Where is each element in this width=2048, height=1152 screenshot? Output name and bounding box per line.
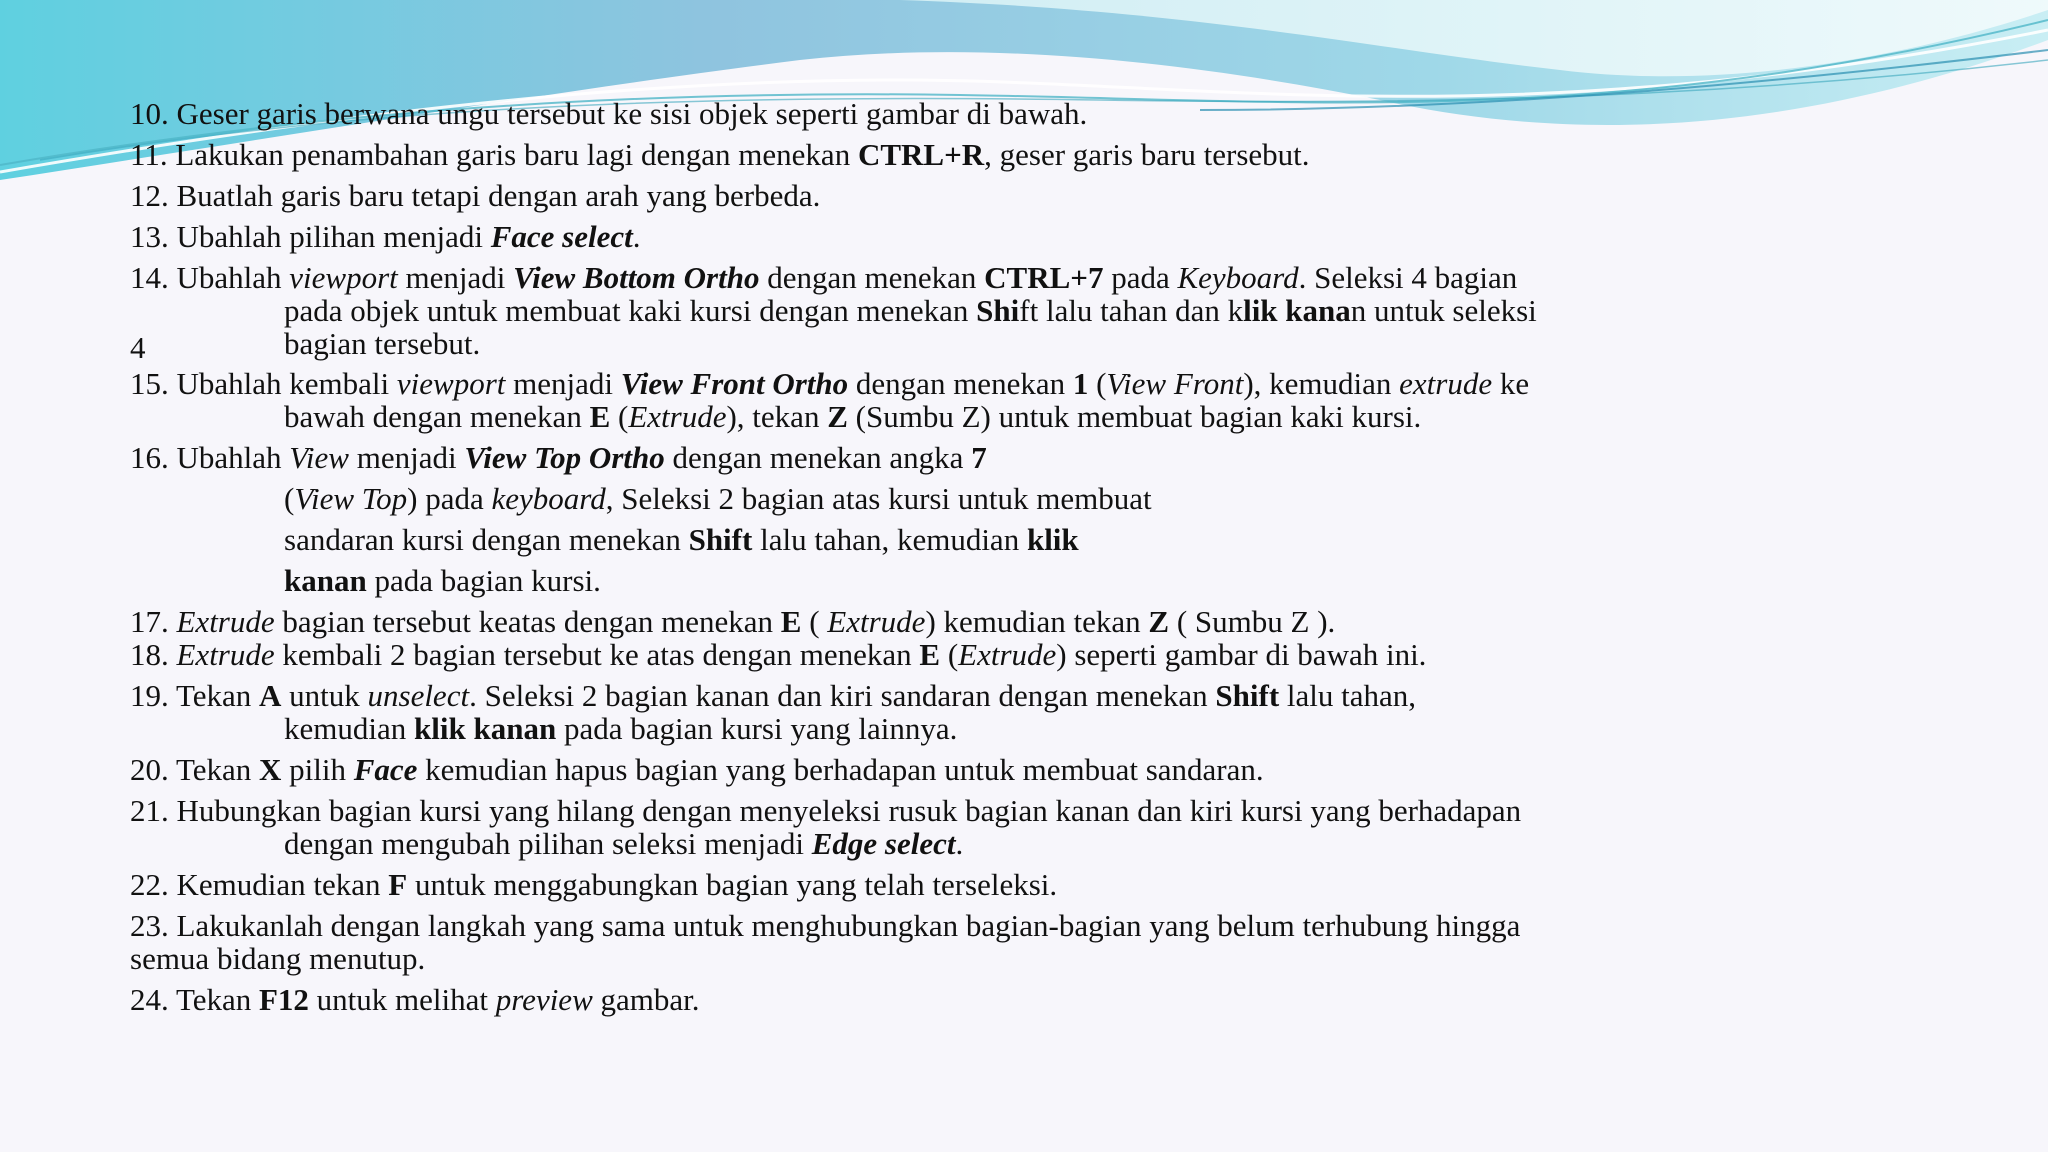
step-line	[130, 220, 641, 254]
text-run: Extrude	[176, 604, 275, 639]
text-run: semua bidang menutup.	[130, 941, 426, 976]
text-run: View Front Ortho	[620, 366, 849, 401]
text-run: keyboard	[491, 481, 606, 516]
step-line	[130, 605, 1335, 639]
step-line	[284, 327, 480, 361]
text-run: dengan mengubah pilihan seleksi menjadi	[284, 826, 812, 861]
step-line	[284, 564, 601, 598]
text-run: (	[284, 481, 295, 516]
step-line	[284, 523, 1079, 557]
text-run: , geser garis baru tersebut.	[984, 137, 1310, 172]
text-run: sandaran kursi dengan menekan	[284, 522, 689, 557]
text-run: bagian tersebut keatas dengan menekan	[274, 604, 781, 639]
text-run: (	[940, 637, 959, 672]
text-run: Z	[1148, 604, 1170, 639]
text-run: 7	[971, 440, 987, 475]
text-run: CTRL+7	[984, 260, 1104, 295]
text-run: ) seperti gambar di bawah ini.	[1056, 637, 1427, 672]
text-run: , Seleksi 2 bagian atas kursi untuk membuat	[605, 481, 1152, 516]
text-run: untuk	[281, 678, 368, 713]
text-run: extrude	[1399, 366, 1493, 401]
text-run: E	[780, 604, 802, 639]
text-run: A	[258, 678, 282, 713]
text-run: ( Sumbu Z ).	[1169, 604, 1336, 639]
text-run: pada	[1103, 260, 1178, 295]
text-run: Edge select	[811, 826, 956, 861]
text-run: Extrude	[827, 604, 926, 639]
text-run: pada objek untuk membuat kaki kursi dengan menekan	[284, 293, 977, 328]
text-run: pilih	[281, 752, 354, 787]
text-run: 21. Hubungkan bagian kursi yang hilang dengan menyeleksi rusuk bagian kanan dan kiri kursi yang berhadapan	[130, 793, 1522, 828]
step-line	[130, 983, 700, 1017]
text-run: lalu tahan,	[1279, 678, 1417, 713]
text-run: Face	[353, 752, 418, 787]
step-line	[284, 827, 963, 861]
text-run: 19. Tekan	[130, 678, 259, 713]
text-run: dengan menekan	[848, 366, 1073, 401]
step-line	[284, 400, 1421, 434]
text-run: .	[632, 219, 641, 254]
text-run: menjadi	[348, 440, 465, 475]
text-run: 22. Kemudian tekan	[130, 867, 389, 902]
page-number: 4	[130, 330, 146, 365]
text-run: kanan	[284, 563, 367, 598]
step-line	[130, 138, 1310, 172]
text-run: View Front	[1106, 366, 1244, 401]
step-line	[284, 294, 1537, 328]
text-run: Shift	[688, 522, 753, 557]
step-line	[130, 638, 1426, 672]
text-run: Shift	[1215, 678, 1280, 713]
text-run: 18.	[130, 637, 177, 672]
text-run: 16. Ubahlah	[130, 440, 290, 475]
step-line	[130, 441, 987, 475]
text-run: 23. Lakukanlah dengan langkah yang sama untuk menghubungkan bagian-bagian yang belum terhubung hingga	[130, 908, 1521, 943]
text-run: CTRL+R	[857, 137, 985, 172]
text-run: pada bagian kursi yang lainnya.	[556, 711, 958, 746]
step-line	[130, 179, 820, 213]
text-run: 17.	[130, 604, 177, 639]
text-run: kemudian hapus bagian yang berhadapan untuk membuat sandaran.	[417, 752, 1264, 787]
text-run: dengan menekan	[759, 260, 985, 295]
text-run: ke	[1492, 366, 1530, 401]
text-run: (	[610, 399, 629, 434]
text-run: dengan menekan angka	[664, 440, 972, 475]
text-run: (	[801, 604, 828, 639]
text-run: viewport	[289, 260, 398, 295]
text-run: F12	[258, 982, 309, 1017]
text-run: untuk melihat	[308, 982, 496, 1017]
text-run: kemudian	[284, 711, 414, 746]
text-run: Extrude	[176, 637, 275, 672]
text-run: Shi	[976, 293, 1020, 328]
text-run: ) kemudian tekan	[925, 604, 1149, 639]
text-run: ft lalu tahan dan k	[1019, 293, 1244, 328]
text-run: lalu tahan, kemudian	[752, 522, 1027, 557]
text-run: .	[955, 826, 964, 861]
text-run: viewport	[396, 366, 506, 401]
text-run: View Top	[294, 481, 408, 516]
text-run: 1	[1072, 366, 1089, 401]
text-run: bagian tersebut.	[284, 326, 481, 361]
text-run: 13. Ubahlah pilihan menjadi	[130, 219, 491, 254]
step-line	[130, 909, 1520, 943]
text-run: n untuk seleksi	[1350, 293, 1537, 328]
step-line	[130, 868, 1057, 902]
text-run: menjadi	[397, 260, 514, 295]
step-line	[130, 942, 425, 976]
text-run: E	[919, 637, 941, 672]
text-run: ) pada	[407, 481, 492, 516]
text-run: kembali 2 bagian tersebut ke atas dengan menekan	[274, 637, 920, 672]
text-run: bawah dengan menekan	[284, 399, 590, 434]
text-run: Extrude	[958, 637, 1057, 672]
text-run: Face select	[490, 219, 633, 254]
step-line	[284, 482, 1152, 516]
text-run: Keyboard	[1177, 260, 1299, 295]
text-run: 20. Tekan	[130, 752, 259, 787]
text-run: 15. Ubahlah kembali	[130, 366, 397, 401]
step-line	[130, 367, 1529, 401]
text-run: 14. Ubahlah	[130, 260, 290, 295]
text-run: 10. Geser garis berwana ungu tersebut ke sisi objek seperti gambar di bawah.	[130, 96, 1088, 131]
text-run: View Bottom Ortho	[513, 260, 760, 295]
text-run: . Seleksi 2 bagian kanan dan kiri sandaran dengan menekan	[469, 678, 1216, 713]
text-run: 12. Buatlah garis baru tetapi dengan arah yang berbeda.	[130, 178, 821, 213]
step-line	[130, 97, 1087, 131]
text-run: unselect	[367, 678, 470, 713]
step-line	[284, 712, 957, 746]
step-line	[130, 679, 1416, 713]
text-run: lik kana	[1243, 293, 1351, 328]
step-line	[130, 261, 1517, 295]
text-run: pada bagian kursi.	[366, 563, 601, 598]
text-run: 24. Tekan	[130, 982, 259, 1017]
text-run: View	[289, 440, 349, 475]
text-run: ), kemudian	[1243, 366, 1400, 401]
text-run: View Top Ortho	[464, 440, 665, 475]
text-run: gambar.	[592, 982, 700, 1017]
text-run: X	[258, 752, 282, 787]
text-run: menjadi	[505, 366, 621, 401]
text-run: klik	[1026, 522, 1079, 557]
text-run: Z	[827, 399, 848, 434]
step-line	[130, 753, 1264, 787]
text-run: Extrude	[628, 399, 727, 434]
text-run: ), tekan	[726, 399, 828, 434]
step-line	[130, 794, 1521, 828]
text-run: E	[589, 399, 611, 434]
text-run: (Sumbu Z) untuk membuat bagian kaki kursi.	[847, 399, 1422, 434]
text-run: klik kanan	[414, 711, 557, 746]
text-run: . Seleksi 4 bagian	[1298, 260, 1518, 295]
text-run: untuk menggabungkan bagian yang telah terseleksi.	[407, 867, 1058, 902]
text-run: F	[388, 867, 408, 902]
text-run: preview	[495, 982, 593, 1017]
text-run: (	[1088, 366, 1107, 401]
text-run: 11. Lakukan penambahan garis baru lagi dengan menekan	[130, 137, 858, 172]
